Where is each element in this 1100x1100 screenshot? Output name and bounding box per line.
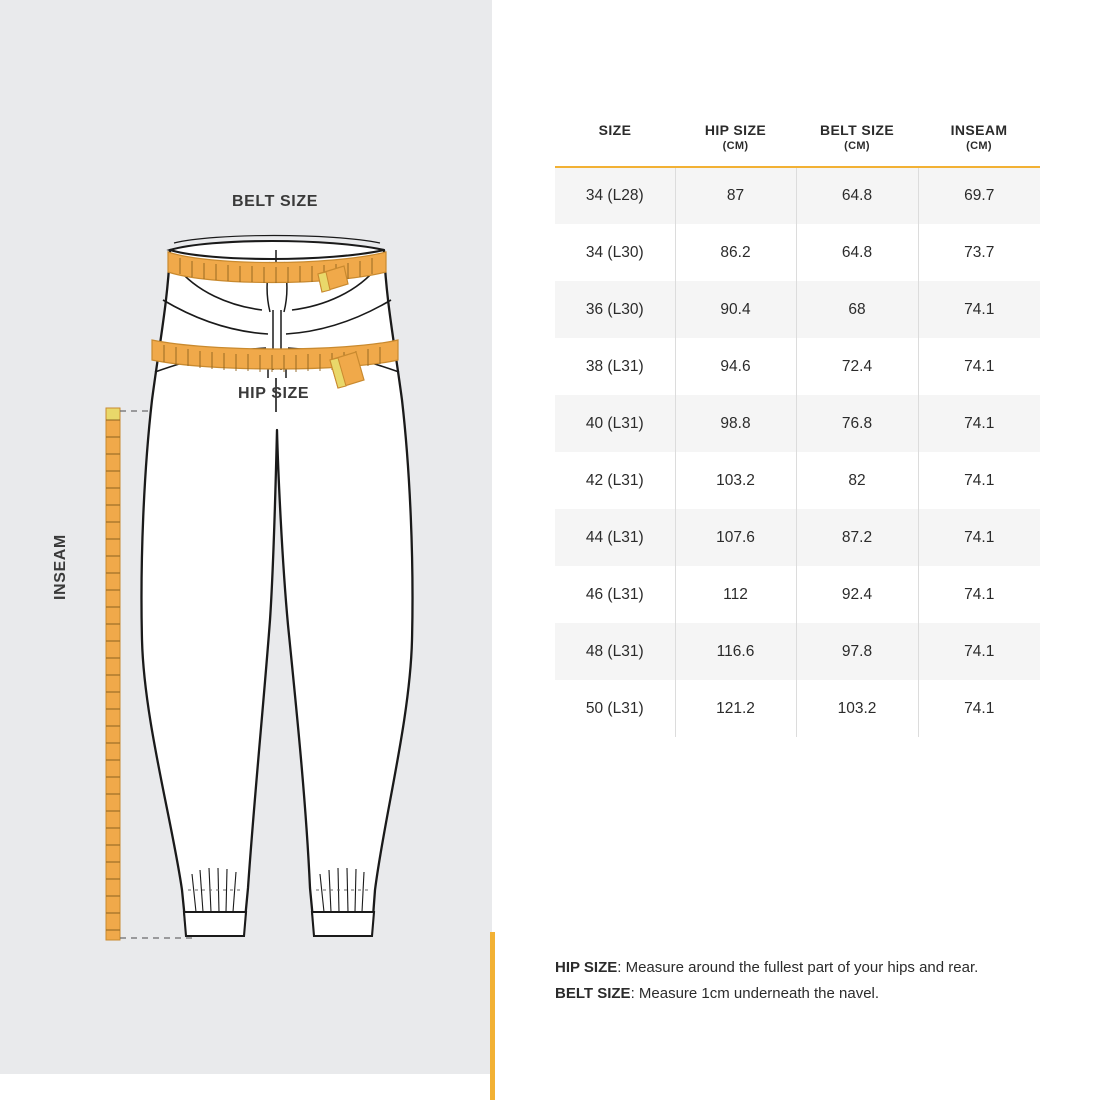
cell-size: 42 (L31) bbox=[555, 452, 675, 509]
table-row bbox=[555, 509, 1040, 566]
cell-belt: 82 bbox=[796, 452, 918, 509]
note-hip-size bbox=[555, 955, 1085, 981]
column-header-hip-size-label: HIP SIZE bbox=[704, 122, 767, 138]
note-belt-size-text: : Measure 1cm underneath the navel. bbox=[630, 985, 880, 1002]
table-row bbox=[555, 395, 1040, 452]
table-row bbox=[555, 167, 1040, 224]
cell-size: 40 (L31) bbox=[555, 395, 675, 452]
cell-hip: 116.6 bbox=[675, 623, 796, 680]
accent-bar bbox=[490, 932, 495, 1100]
column-header-hip-size bbox=[675, 122, 796, 167]
table-row bbox=[555, 566, 1040, 623]
cell-hip: 90.4 bbox=[675, 281, 796, 338]
cell-hip: 87 bbox=[675, 167, 796, 224]
measurements-panel bbox=[520, 0, 1100, 1100]
cell-belt: 103.2 bbox=[796, 680, 918, 737]
pants-illustration bbox=[0, 0, 492, 1074]
table-row bbox=[555, 281, 1040, 338]
note-hip-size-text: : Measure around the fullest part of your hips and rear. bbox=[617, 959, 979, 976]
cell-inseam: 74.1 bbox=[918, 623, 1040, 680]
column-header-inseam-label: INSEAM bbox=[950, 122, 1008, 138]
column-header-belt-size-unit: (CM) bbox=[844, 140, 870, 152]
ankle-cuffs bbox=[184, 912, 374, 936]
note-belt-size-term: BELT SIZE bbox=[555, 985, 631, 1002]
cell-hip: 103.2 bbox=[675, 452, 796, 509]
cell-belt: 68 bbox=[796, 281, 918, 338]
table-row bbox=[555, 680, 1040, 737]
cell-hip: 112 bbox=[675, 566, 796, 623]
note-belt-size bbox=[555, 981, 1085, 1007]
table-row bbox=[555, 623, 1040, 680]
cell-size: 34 (L30) bbox=[555, 224, 675, 281]
cell-size: 34 (L28) bbox=[555, 167, 675, 224]
cell-hip: 86.2 bbox=[675, 224, 796, 281]
cell-belt: 97.8 bbox=[796, 623, 918, 680]
size-chart-table bbox=[555, 122, 1040, 737]
hip-size-illustration-label: HIP SIZE bbox=[238, 385, 310, 402]
cell-hip: 94.6 bbox=[675, 338, 796, 395]
belt-size-illustration-label: BELT SIZE bbox=[232, 193, 318, 210]
cell-size: 46 (L31) bbox=[555, 566, 675, 623]
cell-size: 50 (L31) bbox=[555, 680, 675, 737]
cell-size: 38 (L31) bbox=[555, 338, 675, 395]
cell-belt: 72.4 bbox=[796, 338, 918, 395]
cell-size: 36 (L30) bbox=[555, 281, 675, 338]
column-header-size bbox=[555, 122, 675, 167]
column-header-hip-size-unit: (CM) bbox=[722, 140, 749, 152]
cell-hip: 121.2 bbox=[675, 680, 796, 737]
inseam-ruler-icon bbox=[106, 408, 120, 940]
cell-inseam: 74.1 bbox=[964, 585, 995, 603]
cell-belt: 87.2 bbox=[796, 509, 918, 566]
table-row bbox=[555, 452, 1040, 509]
cell-belt: 64.8 bbox=[796, 167, 918, 224]
cell-inseam: 74.1 bbox=[964, 357, 995, 375]
column-header-belt-size bbox=[796, 122, 918, 167]
note-hip-size-term: HIP SIZE bbox=[555, 959, 618, 976]
column-header-inseam bbox=[918, 122, 1040, 167]
column-header-inseam-unit: (CM) bbox=[966, 140, 992, 152]
cell-belt: 64.8 bbox=[796, 224, 918, 281]
table-row bbox=[555, 338, 1040, 395]
cell-inseam: 74.1 bbox=[918, 509, 1040, 566]
cell-size: 44 (L31) bbox=[555, 509, 675, 566]
cell-size: 48 (L31) bbox=[555, 623, 675, 680]
cell-inseam: 74.1 bbox=[918, 395, 1040, 452]
cell-inseam: 73.7 bbox=[964, 243, 995, 261]
cell-hip: 98.8 bbox=[675, 395, 796, 452]
cell-inseam: 74.1 bbox=[964, 699, 995, 717]
cell-inseam: 74.1 bbox=[964, 471, 995, 489]
cell-hip: 107.6 bbox=[675, 509, 796, 566]
illustration-panel bbox=[0, 0, 492, 1074]
cell-inseam: 74.1 bbox=[918, 281, 1040, 338]
inseam-illustration-label: INSEAM bbox=[52, 534, 69, 600]
column-header-size-label: SIZE bbox=[598, 122, 632, 138]
table-header-row bbox=[555, 122, 1040, 167]
table-row bbox=[555, 224, 1040, 281]
column-header-belt-size-label: BELT SIZE bbox=[819, 122, 895, 138]
measurement-notes bbox=[555, 955, 1085, 1007]
cell-inseam: 69.7 bbox=[918, 167, 1040, 224]
cell-belt: 76.8 bbox=[796, 395, 918, 452]
cell-belt: 92.4 bbox=[796, 566, 918, 623]
